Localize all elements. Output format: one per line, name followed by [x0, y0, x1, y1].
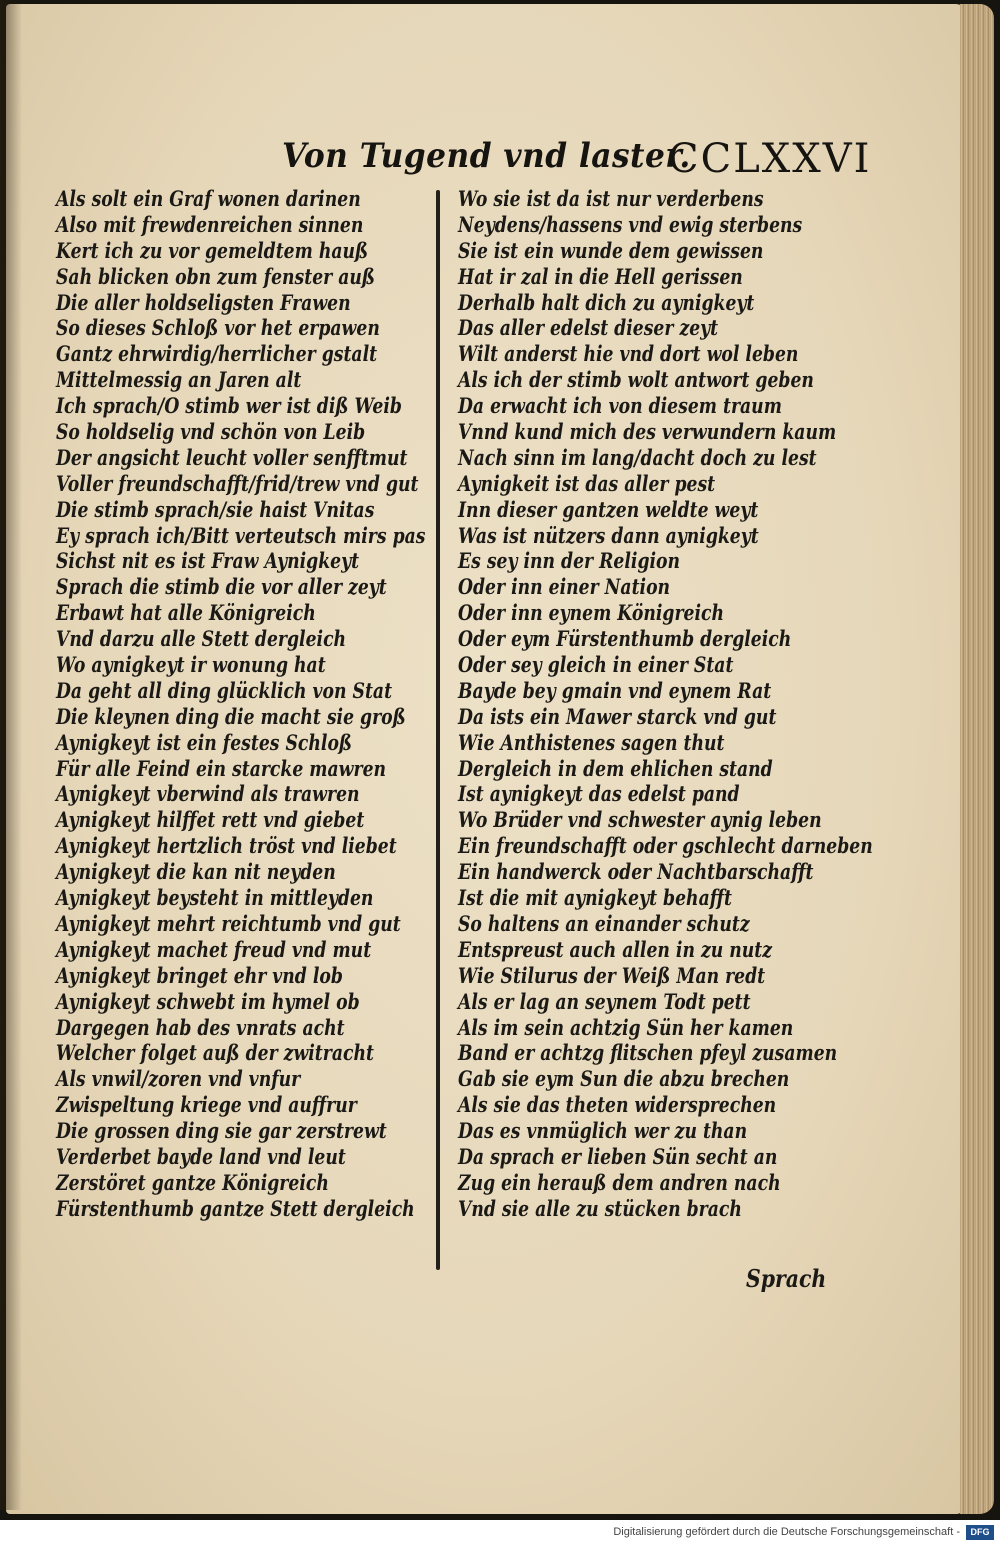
- verse-line: Zerstöret gantze Königreich: [56, 1169, 329, 1195]
- verse-line: Die kleynen ding die macht sie groß: [56, 703, 406, 729]
- verse-line: Inn dieser gantzen weldte weyt: [458, 496, 759, 522]
- verse-line: Als ich der stimb wolt antwort geben: [458, 367, 814, 393]
- verse-line: Aynigkeyt mehrt reichtumb vnd gut: [56, 910, 401, 936]
- verse-line: Da erwacht ich von diesem traum: [458, 393, 782, 419]
- catchword: Sprach: [746, 1264, 827, 1293]
- verse-line: Oder sey gleich in einer Stat: [458, 652, 734, 678]
- verse-line: Aynigkeit ist das aller pest: [458, 470, 716, 496]
- verse-line: Aynigkeyt hilffet rett vnd giebet: [56, 807, 365, 833]
- verse-line: Kert ich zu vor gemeldtem hauß: [56, 237, 369, 263]
- verse-line: Wo aynigkeyt ir wonung hat: [56, 652, 326, 678]
- verse-line: Aynigkeyt bringet ehr vnd lob: [56, 962, 343, 988]
- verse-line: Die grossen ding sie gar zerstrewt: [56, 1118, 387, 1144]
- verse-line: Dergleich in dem ehlichen stand: [458, 755, 773, 781]
- verse-line: Derhalb halt dich zu aynigkeyt: [458, 289, 755, 315]
- verse-line: Voller freundschafft/frid/trew vnd gut: [56, 470, 419, 496]
- funding-note: Digitalisierung gefördert durch die Deutsche Forschungsgemeinschaft -: [613, 1526, 960, 1538]
- dfg-logo-icon: DFG: [966, 1525, 994, 1540]
- verse-line: Wie Anthistenes sagen thut: [458, 729, 725, 755]
- verse-line: Das aller edelst dieser zeyt: [458, 315, 719, 341]
- verse-line: Da geht all ding glücklich von Stat: [56, 677, 393, 703]
- verse-line: Gab sie eym Sun die abzu brechen: [458, 1066, 790, 1092]
- verse-line: Die aller holdseligsten Frawen: [56, 289, 351, 315]
- verse-line: Aynigkeyt machet freud vnd mut: [56, 936, 372, 962]
- verse-line: Als solt ein Graf wonen darinen: [56, 186, 361, 211]
- verse-line: Aynigkeyt ist ein festes Schloß: [56, 729, 353, 755]
- verse-line: Vnnd kund mich des verwundern kaum: [458, 419, 837, 445]
- verse-line: So holdselig vnd schön von Leib: [56, 419, 366, 445]
- verse-line: Entspreust auch allen in zu nutz: [458, 936, 773, 962]
- verse-line: Fürstenthumb gantze Stett dergleich: [56, 1195, 415, 1221]
- right-column: [458, 186, 964, 1222]
- verse-line: Es sey inn der Religion: [458, 548, 681, 574]
- verse-line: Wo Brüder vnd schwester aynig leben: [458, 807, 822, 833]
- folio-number: CCLXXVI: [668, 136, 872, 182]
- verse-line: Aynigkeyt schwebt im hymel ob: [56, 988, 360, 1014]
- page-edges: [960, 4, 994, 1514]
- running-title: Von Tugend vnd laster.: [282, 136, 691, 176]
- verse-line: Also mit frewdenreichen sinnen: [56, 211, 364, 237]
- verse-line: Als er lag an seynem Todt pett: [458, 988, 751, 1014]
- footer-bar: [0, 1520, 1000, 1547]
- verse-line: Was ist nützers dann aynigkeyt: [458, 522, 759, 548]
- verse-line: Vnd sie alle zu stücken brach: [458, 1195, 742, 1221]
- verse-line: Ein handwerck oder Nachtbarschafft: [458, 859, 814, 885]
- verse-line: Sprach die stimb die vor aller zeyt: [56, 574, 387, 600]
- verse-line: Verderbet bayde land vnd leut: [56, 1143, 346, 1169]
- verse-line: Wo sie ist da ist nur verderbens: [458, 186, 764, 211]
- verse-line: Hat ir zal in die Hell gerissen: [458, 263, 743, 289]
- verse-line: Da sprach er lieben Sün secht an: [458, 1143, 778, 1169]
- verse-line: Erbawt hat alle Königreich: [56, 600, 316, 626]
- verse-line: Bayde bey gmain vnd eynem Rat: [458, 677, 772, 703]
- verse-line: Ist aynigkeyt das edelst pand: [458, 781, 740, 807]
- verse-line: Wilt anderst hie vnd dort wol leben: [458, 341, 799, 367]
- verse-line: Vnd darzu alle Stett dergleich: [56, 626, 347, 652]
- column-rule: [436, 190, 440, 1270]
- verse-line: Gantz ehrwirdig/herrlicher gstalt: [56, 341, 378, 367]
- verse-line: Neydens/hassens vnd ewig sterbens: [458, 211, 803, 237]
- verse-line: Als im sein achtzig Sün her kamen: [458, 1014, 794, 1040]
- verse-line: So dieses Schloß vor het erpawen: [56, 315, 380, 341]
- verse-line: So haltens an einander schutz: [458, 910, 750, 936]
- verse-line: Oder inn einer Nation: [458, 574, 671, 600]
- verse-line: Sie ist ein wunde dem gewissen: [458, 237, 764, 263]
- verse-line: Als vnwil/zoren vnd vnfur: [56, 1066, 301, 1092]
- verse-line: Zwispeltung kriege vnd auffrur: [56, 1092, 357, 1118]
- verse-line: Ein freundschafft oder gschlecht darneben: [458, 833, 873, 859]
- gutter-shadow: [0, 0, 22, 1510]
- verse-line: Das es vnmüglich wer zu than: [458, 1118, 748, 1144]
- verse-line: Wie Stilurus der Weiß Man redt: [458, 962, 766, 988]
- verse-line: Band er achtzg flitschen pfeyl zusamen: [458, 1040, 838, 1066]
- verse-line: Oder eym Fürstenthumb dergleich: [458, 626, 792, 652]
- verse-line: Sichst nit es ist Fraw Aynigkeyt: [56, 548, 360, 574]
- verse-line: Ich sprach/O stimb wer ist diß Weib: [56, 393, 402, 419]
- verse-line: Aynigkeyt beysteht in mittleyden: [56, 885, 374, 911]
- verse-line: Als sie das theten widersprechen: [458, 1092, 777, 1118]
- verse-line: Nach sinn im lang/dacht doch zu lest: [458, 444, 817, 470]
- verse-line: Welcher folget auß der zwitracht: [56, 1040, 374, 1066]
- verse-line: Mittelmessig an Jaren alt: [56, 367, 302, 393]
- verse-line: Da ists ein Mawer starck vnd gut: [458, 703, 777, 729]
- verse-line: Der angsicht leucht voller senfftmut: [56, 444, 408, 470]
- verse-line: Sah blicken obn zum fenster auß: [56, 263, 375, 289]
- verse-line: Die stimb sprach/sie haist Vnitas: [56, 496, 375, 522]
- verse-line: Aynigkeyt die kan nit neyden: [56, 859, 336, 885]
- verse-line: Dargegen hab des vnrats acht: [56, 1014, 345, 1040]
- verse-line: Zug ein herauß dem andren nach: [458, 1169, 781, 1195]
- verse-line: Ist die mit aynigkeyt behafft: [458, 885, 732, 911]
- verse-line: Ey sprach ich/Bitt verteutsch mirs pas: [56, 522, 426, 548]
- verse-line: Für alle Feind ein starcke mawren: [56, 755, 387, 781]
- verse-line: Aynigkeyt vberwind als trawren: [56, 781, 360, 807]
- verse-line: Aynigkeyt hertzlich tröst vnd liebet: [56, 833, 397, 859]
- verse-line: Oder inn eynem Königreich: [458, 600, 725, 626]
